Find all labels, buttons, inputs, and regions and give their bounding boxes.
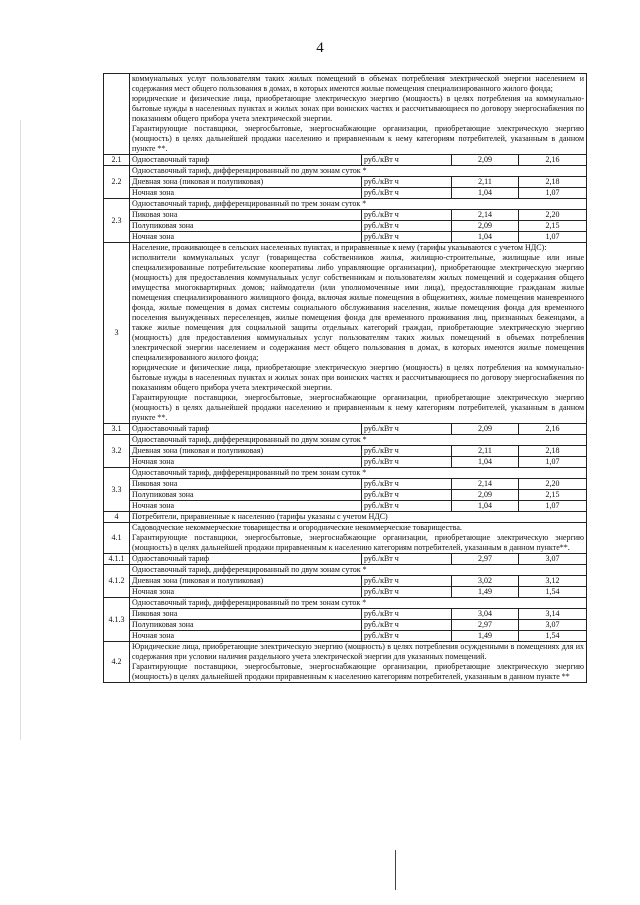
table-row	[104, 631, 587, 642]
value-h1: 2,11	[452, 177, 519, 188]
value-h2: 1,07	[519, 501, 587, 512]
table-row	[104, 177, 587, 188]
unit: руб./кВт ч	[362, 631, 452, 642]
group-header: Одноставочный тариф, дифференцированный по трем зонам суток *	[130, 199, 587, 210]
value-h1: 2,97	[452, 554, 519, 565]
tariff-name: Одноставочный тариф	[130, 155, 362, 166]
tariff-name: Полупиковая зона	[130, 221, 362, 232]
section-text	[130, 243, 587, 424]
tariff-name: Ночная зона	[130, 457, 362, 468]
value-h2: 2,18	[519, 446, 587, 457]
value-h1: 2,09	[452, 490, 519, 501]
tariff-name: Пиковая зона	[130, 479, 362, 490]
row-number: 4.1	[104, 523, 130, 554]
tariff-name: Полупиковая зона	[130, 490, 362, 501]
paragraph: Гарантирующие поставщики, энергосбытовые, энергоснабжающие организации, приобретающие электрическую энергию (мощность) в целях дальнейшей продажи приравненным к населению категориям потребителей, указанным в данном пункте **	[132, 662, 585, 681]
tariff-name: Одноставочный тариф	[130, 424, 362, 435]
table-row	[104, 74, 587, 155]
footer-mark	[395, 850, 396, 890]
paragraph: Гарантирующие поставщики, энергосбытовые, энергоснабжающие организации, приобретающие электрическую энергию (мощность) в целях дальнейшей продажи населению и приравненным к нему категориям потребителей, указанным в данном пункте **.	[132, 393, 585, 422]
section-text	[130, 523, 587, 554]
unit: руб./кВт ч	[362, 232, 452, 243]
value-h2: 2,16	[519, 155, 587, 166]
value-h1: 1,04	[452, 457, 519, 468]
table-row	[104, 620, 587, 631]
unit: руб./кВт ч	[362, 177, 452, 188]
paragraph: юридические и физические лица, приобретающие электрическую энергию (мощность) в целях потребления на коммунально-бытовые нужды в населенных пунктах и жилых зонах при воинских частях и рассчитывающиеся по договору энергоснабжения по показаниям общего прибора учета электрической энергии.	[132, 363, 585, 392]
unit: руб./кВт ч	[362, 221, 452, 232]
row-number: 3.1	[104, 424, 130, 435]
value-h2: 2,16	[519, 424, 587, 435]
row-number: 3.2	[104, 435, 130, 468]
value-h1: 1,49	[452, 631, 519, 642]
table-row	[104, 243, 587, 424]
value-h2: 1,07	[519, 232, 587, 243]
section-text	[130, 642, 587, 683]
group-header: Одноставочный тариф, дифференцированный по трем зонам суток *	[130, 598, 587, 609]
unit: руб./кВт ч	[362, 576, 452, 587]
value-h1: 2,14	[452, 210, 519, 221]
tariff-name: Пиковая зона	[130, 210, 362, 221]
row-number: 4.1.3	[104, 598, 130, 642]
unit: руб./кВт ч	[362, 490, 452, 501]
tariff-name: Дневная зона (пиковая и полупиковая)	[130, 446, 362, 457]
unit: руб./кВт ч	[362, 609, 452, 620]
table-row	[104, 490, 587, 501]
table-row	[104, 512, 587, 523]
table-row	[104, 642, 587, 683]
table-row	[104, 210, 587, 221]
row-number: 4.1.2	[104, 565, 130, 598]
value-h1: 1,49	[452, 587, 519, 598]
group-header: Одноставочный тариф, дифференцированный по двум зонам суток *	[130, 565, 587, 576]
paragraph: Гарантирующие поставщики, энергосбытовые, энергоснабжающие организации, приобретающие электрическую энергию (мощность) в целях дальнейшей продажи населению и приравненным к нему категориям потребителей, указанным в данном пункте **.	[132, 124, 585, 153]
paragraph: Садоводческие некоммерческие товарищества и огороднические некоммерческие товарищества.	[132, 523, 462, 532]
value-h2: 3,07	[519, 554, 587, 565]
unit: руб./кВт ч	[362, 424, 452, 435]
row-number: 4.2	[104, 642, 130, 683]
table-row	[104, 609, 587, 620]
tariff-name: Ночная зона	[130, 188, 362, 199]
unit: руб./кВт ч	[362, 210, 452, 221]
tariff-table	[103, 73, 587, 683]
value-h2: 2,15	[519, 490, 587, 501]
row-number: 4	[104, 512, 130, 523]
value-h1: 2,97	[452, 620, 519, 631]
table-row	[104, 199, 587, 210]
unit: руб./кВт ч	[362, 620, 452, 631]
table-row	[104, 523, 587, 554]
table-row	[104, 598, 587, 609]
row-number: 2.3	[104, 199, 130, 243]
tariff-name: Ночная зона	[130, 232, 362, 243]
table-row	[104, 424, 587, 435]
section-heading: Потребители, приравненные к населению (тарифы указаны с учетом НДС)	[130, 512, 587, 523]
table-row	[104, 221, 587, 232]
unit: руб./кВт ч	[362, 457, 452, 468]
table-row	[104, 457, 587, 468]
table-row	[104, 188, 587, 199]
tariff-name: Пиковая зона	[130, 609, 362, 620]
group-header: Одноставочный тариф, дифференцированный по двум зонам суток *	[130, 166, 587, 177]
value-h1: 2,09	[452, 221, 519, 232]
table-row	[104, 166, 587, 177]
value-h1: 1,04	[452, 232, 519, 243]
value-h1: 2,09	[452, 155, 519, 166]
section-text	[130, 74, 587, 155]
paragraph: Население, проживающее в сельских населенных пунктах, и приравненные к нему (тарифы указываются с учетом НДС):	[132, 243, 547, 252]
table-row	[104, 468, 587, 479]
paragraph: исполнители коммунальных услуг (товарищества собственников жилья, жилищно-строительные, жилищные или иные специализированные потребительские кооперативы либо управляющие организации), приобретающие электрическую энергию (мощность) для предоставления коммунальных услуг собственникам и пользователям жилых помещений и содержания общего имущества многоквартирных домов; наймодатели (или уполномоченные ими лица), предоставляющие гражданам жилые помещения специализированного жилищного фонда, включая жилые помещения в общежитиях, жилые помещения маневренного фонда, жилые помещения в домах системы социального обслуживания населения, жилые помещения фонда для временного поселения вынужденных переселенцев, жилые помещения фонда для временного проживания лиц, признанных беженцами, а также жилые помещения для социальной защиты отдельных категорий граждан, приобретающие электрическую энергию (мощность) для предоставления коммунальных услуг пользователям таких жилых помещений в объемах потребления электрической энергии населением и содержания мест общего пользования в домах, в которых имеются жилые помещения специализированного жилого фонда;	[132, 253, 585, 362]
margin-line	[20, 120, 21, 740]
table-row	[104, 501, 587, 512]
table-row	[104, 554, 587, 565]
value-h2: 2,20	[519, 479, 587, 490]
group-header: Одноставочный тариф, дифференцированный по двум зонам суток *	[130, 435, 587, 446]
table-row	[104, 232, 587, 243]
value-h1: 1,04	[452, 501, 519, 512]
unit: руб./кВт ч	[362, 188, 452, 199]
paragraph: Юридические лица, приобретающие электрическую энергию (мощность) в целях потребления осужденными в помещениях для их содержания при условии наличия раздельного учета электрической энергии для указанных помещений.	[132, 642, 585, 661]
row-number: 3	[104, 243, 130, 424]
unit: руб./кВт ч	[362, 554, 452, 565]
unit: руб./кВт ч	[362, 501, 452, 512]
tariff-name: Одноставочный тариф	[130, 554, 362, 565]
table-row	[104, 479, 587, 490]
value-h2: 1,54	[519, 587, 587, 598]
table-row	[104, 446, 587, 457]
value-h2: 2,18	[519, 177, 587, 188]
tariff-name: Ночная зона	[130, 501, 362, 512]
row-number: 4.1.1	[104, 554, 130, 565]
value-h2: 1,54	[519, 631, 587, 642]
value-h2: 3,14	[519, 609, 587, 620]
tariff-name: Ночная зона	[130, 587, 362, 598]
paragraph: юридические и физические лица, приобретающие электрическую энергию (мощность) в целях потребления на коммунально-бытовые нужды в населенных пунктах и жилых зонах при воинских частях и рассчитывающиеся по договору энергоснабжения по показаниям общего прибора учета электрической энергии.	[132, 94, 585, 123]
group-header: Одноставочный тариф, дифференцированный по трем зонам суток *	[130, 468, 587, 479]
unit: руб./кВт ч	[362, 446, 452, 457]
tariff-name: Полупиковая зона	[130, 620, 362, 631]
unit: руб./кВт ч	[362, 479, 452, 490]
table-row	[104, 576, 587, 587]
value-h1: 1,04	[452, 188, 519, 199]
value-h2: 1,07	[519, 188, 587, 199]
unit: руб./кВт ч	[362, 587, 452, 598]
value-h1: 2,09	[452, 424, 519, 435]
unit: руб./кВт ч	[362, 155, 452, 166]
page-number: 4	[316, 40, 324, 56]
value-h2: 1,07	[519, 457, 587, 468]
table-row	[104, 587, 587, 598]
paragraph: коммунальных услуг пользователям таких жилых помещений в объемах потребления электрической энергии населением и содержания мест общего пользования в домах, в которых имеются жилые помещения специализированного жилого фонда;	[132, 74, 585, 93]
tariff-name: Дневная зона (пиковая и полупиковая)	[130, 177, 362, 188]
value-h1: 3,02	[452, 576, 519, 587]
row-number: 3.3	[104, 468, 130, 512]
table-row	[104, 155, 587, 166]
row-number: 2.2	[104, 166, 130, 199]
value-h2: 2,20	[519, 210, 587, 221]
tariff-name: Ночная зона	[130, 631, 362, 642]
value-h1: 2,14	[452, 479, 519, 490]
tariff-name: Дневная зона (пиковая и полупиковая)	[130, 576, 362, 587]
value-h2: 3,12	[519, 576, 587, 587]
row-number	[104, 74, 130, 155]
value-h2: 2,15	[519, 221, 587, 232]
table-row	[104, 435, 587, 446]
row-number: 2.1	[104, 155, 130, 166]
value-h1: 3,04	[452, 609, 519, 620]
value-h2: 3,07	[519, 620, 587, 631]
paragraph: Гарантирующие поставщики, энергосбытовые, энергоснабжающие организации, приобретающие электрическую энергию (мощность) в целях дальнейшей продажи приравненным к населению категориям потребителей, указанным в данном пункте**.	[132, 533, 585, 552]
table-row	[104, 565, 587, 576]
value-h1: 2,11	[452, 446, 519, 457]
